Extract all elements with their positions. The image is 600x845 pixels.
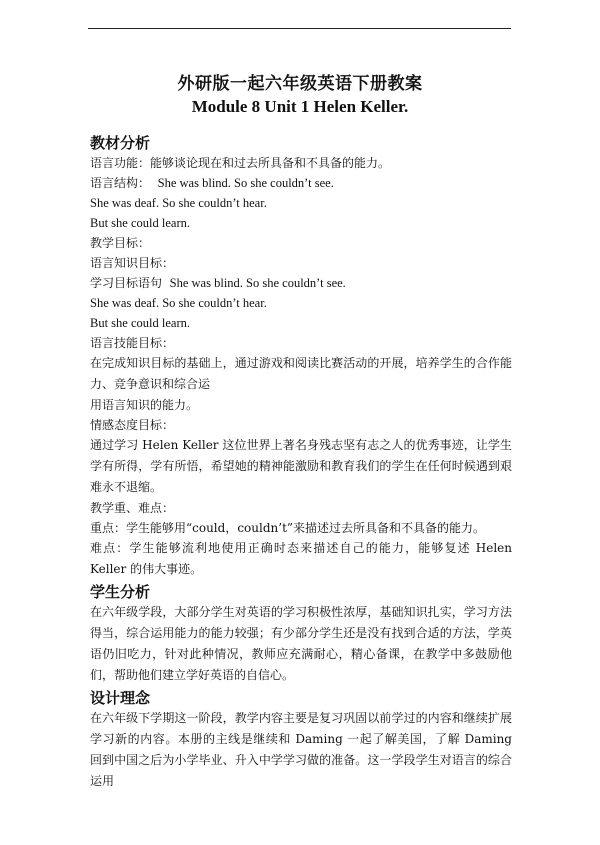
- lang-structure-sentence-3: But she could learn.: [90, 216, 190, 230]
- section-heading-material: 教材分析: [90, 134, 151, 152]
- key-points-label: 教学重、难点：: [90, 501, 175, 515]
- design-concept-text: 在六年级下学期这一阶段，教学内容主要是复习巩固以前学过的内容和继续扩展学习新的内容。本册的主线是继续和 Daming 一起了解美国，了解 Daming 回到中国之后为小学毕业、升入中学学习做的准备。这一学段学生对语言的综合运用: [90, 711, 512, 788]
- document-title: 外研版一起六年级英语下册教案: [177, 74, 423, 94]
- target-sentence-2: She was deaf. So she couldn’t hear.: [90, 296, 267, 310]
- header-rule: [88, 28, 511, 29]
- section-heading-students: 学生分析: [90, 583, 151, 601]
- target-label: 学习目标语句: [90, 276, 163, 290]
- lang-function-line: 语言功能：能够谈论现在和过去所具备和不具备的能力。: [90, 156, 391, 170]
- skill-goals-label: 语言技能目标：: [90, 336, 175, 350]
- lang-structure-sentence-2: She was deaf. So she couldn’t hear.: [90, 196, 267, 210]
- section-heading-design: 设计理念: [90, 689, 151, 707]
- document-body: [90, 133, 512, 792]
- attitude-goals-text: 通过学习 Helen Keller 这位世界上著名身残志坚有志之人的优秀事迹，让学生学有所得，学有所悟，希望她的精神能激励和教育我们的学生在任何时候遇到艰难永不退缩。: [90, 438, 512, 494]
- target-sentence-1: She was blind. So she couldn’t see.: [169, 276, 346, 290]
- document-subtitle: Module 8 Unit 1 Helen Keller.: [191, 97, 409, 116]
- teaching-goals-label: 教学目标：: [90, 236, 151, 250]
- attitude-goals-label: 情感态度目标：: [90, 418, 175, 432]
- skill-goals-text: 在完成知识目标的基础上，通过游戏和阅读比赛活动的开展，培养学生的合作能力、竞争意识和综合运: [90, 356, 512, 391]
- difficult-point: 难点：学生能够流利地使用正确时态来描述自己的能力，能够复述 Helen Keller 的伟大事迹。: [90, 541, 512, 576]
- document-header: [0, 73, 600, 118]
- target-sentence-line: [90, 273, 512, 293]
- lang-structure-line: [90, 173, 512, 193]
- lang-structure-sentence-1: She was blind. So she couldn’t see.: [157, 176, 334, 190]
- skill-goals-text-cont: 用语言知识的能力。: [90, 398, 199, 412]
- knowledge-goals-label: 语言知识目标：: [90, 256, 175, 270]
- students-analysis-text: 在六年级学段，大部分学生对英语的学习积极性浓厚，基础知识扎实，学习方法得当，综合运用能力的能力较强；有少部分学生还是没有找到合适的方法，学英语仍旧吃力，针对此种情况，教师应充满耐心，精心备课，在教学中多鼓励他们，帮助他们建立学好英语的自信心。: [90, 605, 512, 682]
- target-sentence-3: But she could learn.: [90, 316, 190, 330]
- lang-structure-label: 语言结构：: [90, 176, 151, 190]
- key-point: 重点：学生能够用“could，couldn’t”来描述过去所具备和不具备的能力。: [90, 521, 486, 535]
